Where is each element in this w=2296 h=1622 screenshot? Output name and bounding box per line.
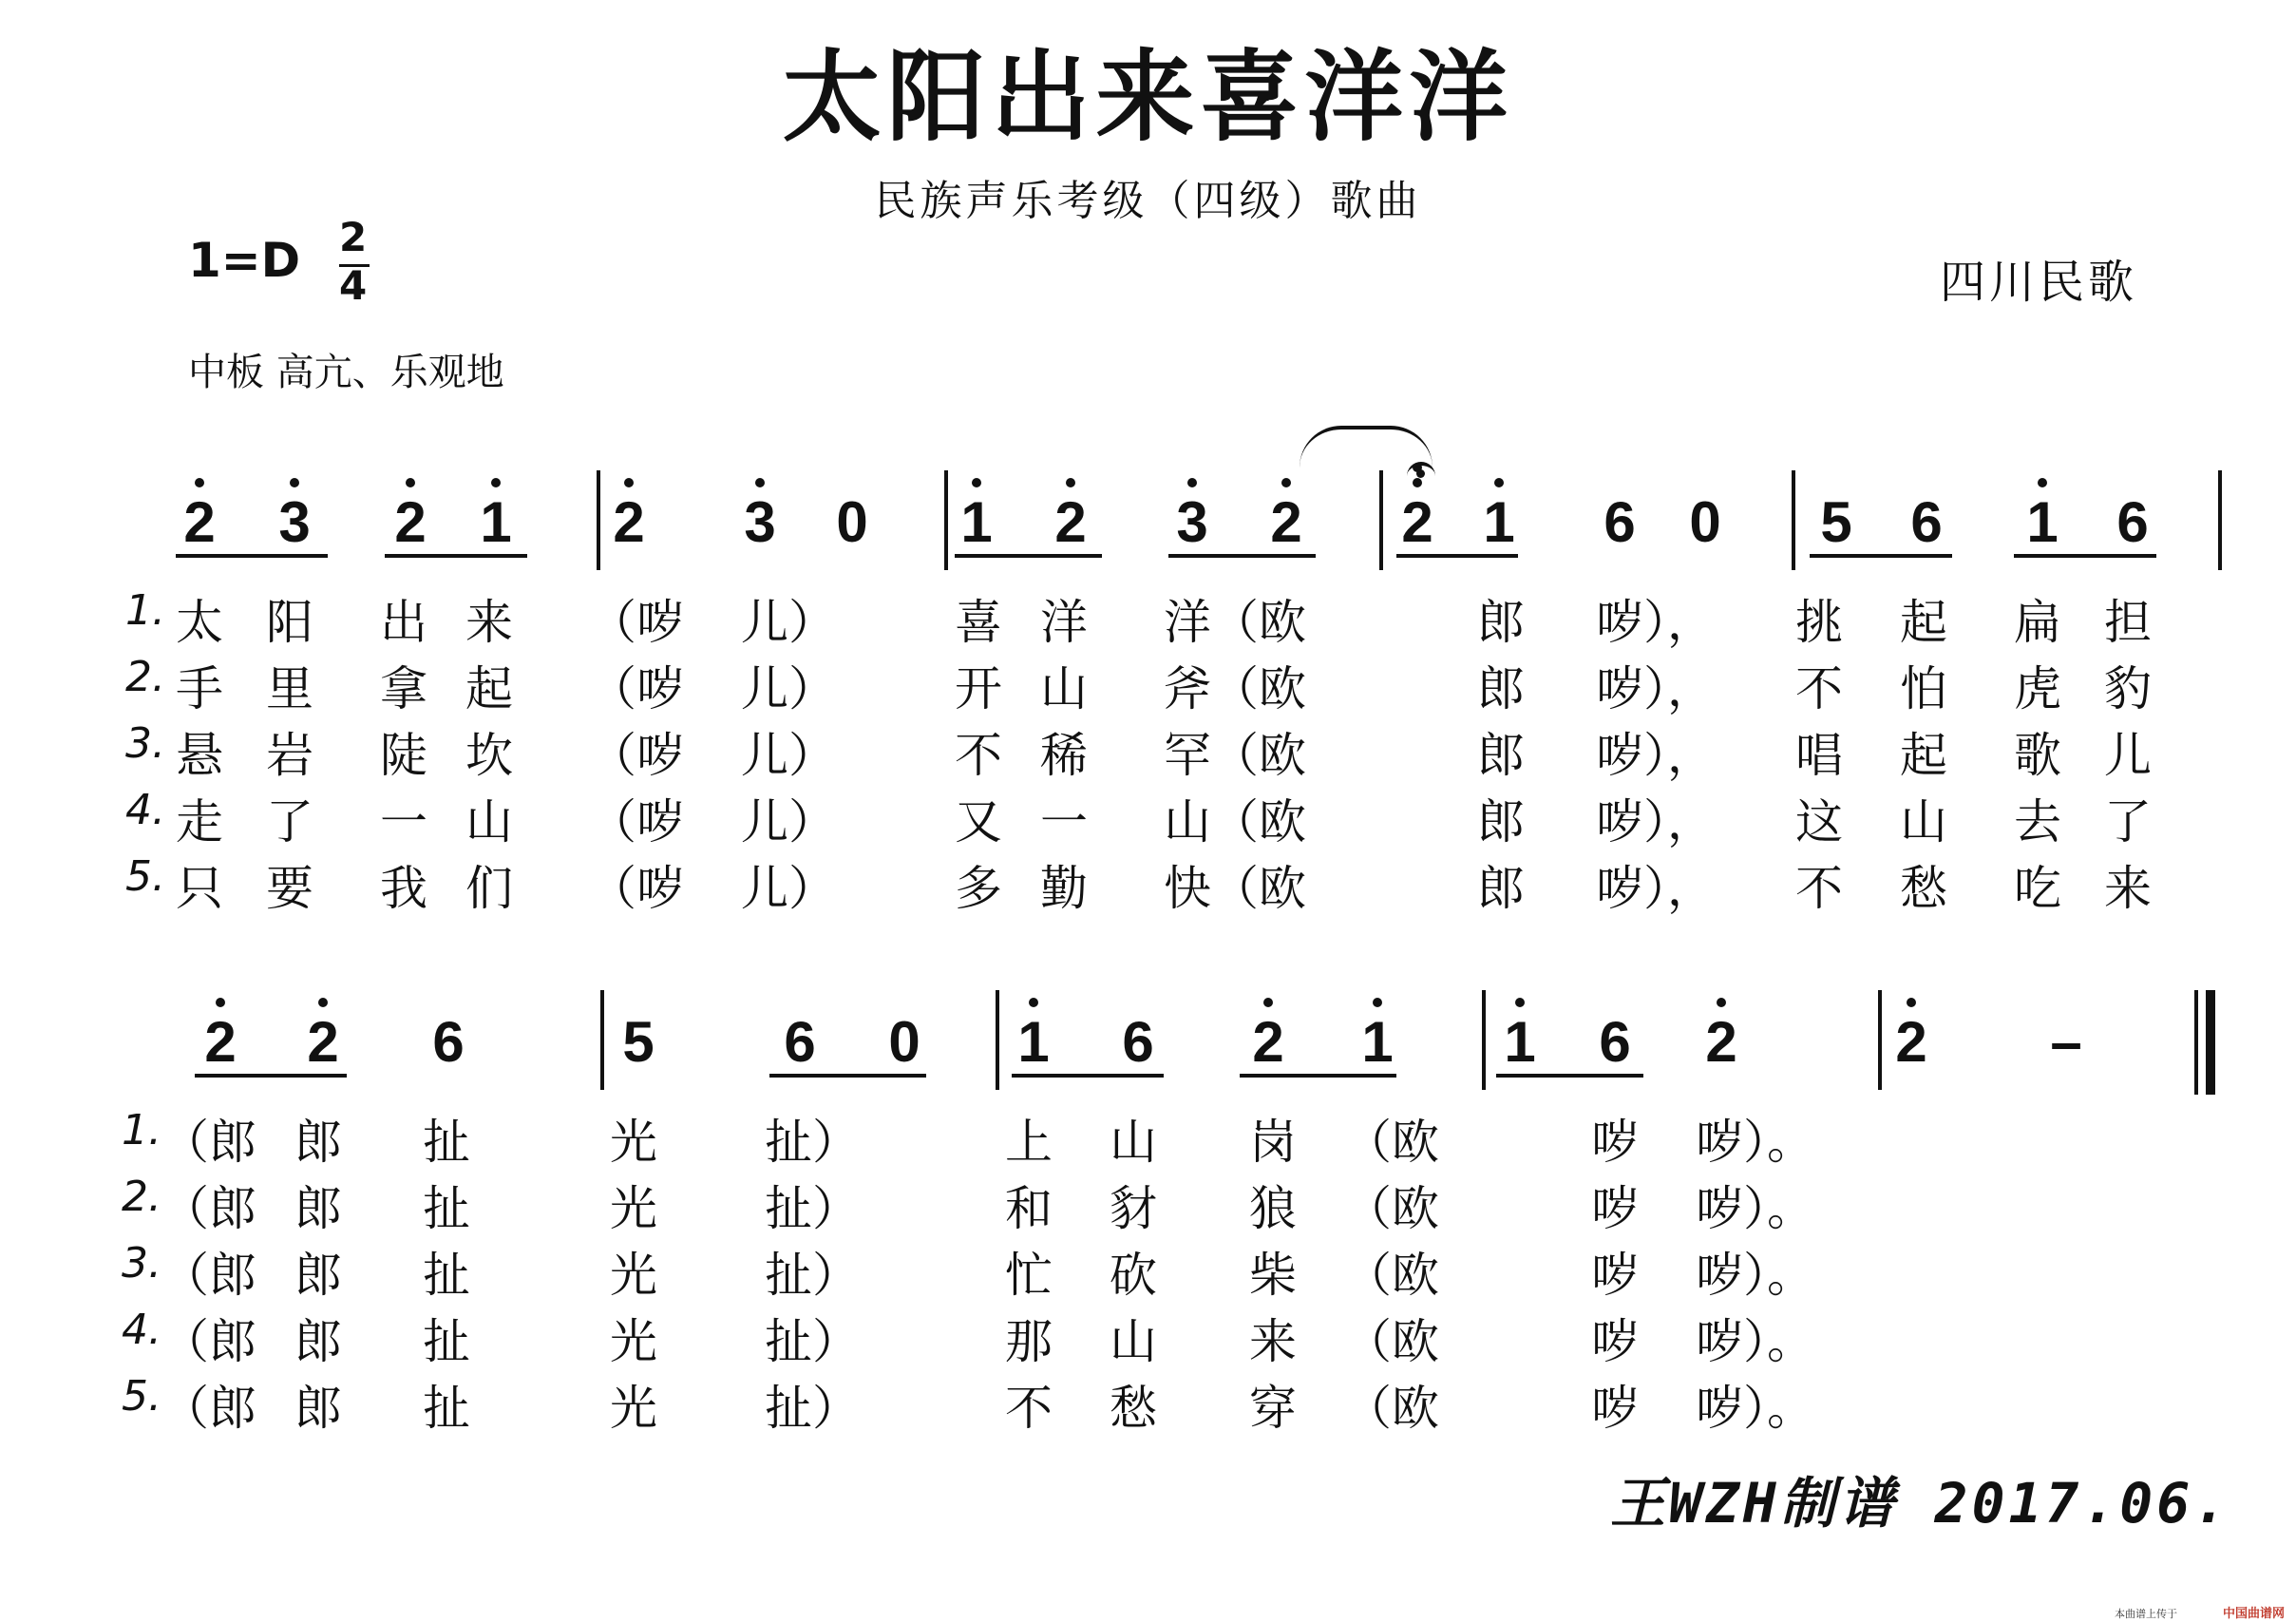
verse-number: 4.	[125, 786, 165, 834]
lyric-text: 扯	[423, 1248, 470, 1303]
verse-number: 2.	[122, 1173, 161, 1221]
lyric-text: 豺	[1110, 1181, 1157, 1236]
bar-line	[944, 470, 948, 570]
upload-note: 本曲谱上传于	[2115, 1608, 2177, 1620]
high-octave-dot	[1263, 998, 1273, 1007]
lyric-text: （郎	[161, 1248, 256, 1303]
bar-line	[1482, 990, 1486, 1090]
lyric-text: 里	[266, 661, 313, 716]
lyric-text: 愁	[1900, 861, 1947, 916]
eighth-note-underline	[176, 554, 328, 558]
lyric-text: 陡	[380, 728, 427, 783]
jianpu-note: 2	[183, 490, 216, 554]
lyric-text: 豹	[2104, 661, 2152, 716]
time-signature-top: 2	[339, 214, 368, 260]
jianpu-note: 1	[1483, 490, 1515, 554]
jianpu-note: 6	[1122, 1010, 1154, 1074]
lyric-text: 哕	[1591, 1381, 1639, 1436]
lyric-text: 郎	[1477, 661, 1525, 716]
jianpu-note: 6	[432, 1010, 465, 1074]
jianpu-note: –	[2050, 1010, 2082, 1074]
lyric-text: 光	[610, 1181, 657, 1236]
lyric-text: 哕	[1591, 1181, 1639, 1236]
lyric-text: 穿	[1249, 1381, 1297, 1436]
time-signature-bottom: 4	[339, 262, 368, 309]
lyric-text: 了	[266, 794, 313, 849]
jianpu-note: 2	[1401, 490, 1433, 554]
lyric-text: 扁	[2014, 595, 2061, 650]
lyric-text: 罕（欧	[1164, 728, 1306, 783]
lyric-text: 山（欧	[1164, 794, 1306, 849]
lyric-text: 扯）	[765, 1248, 860, 1303]
lyric-text: 来	[2104, 861, 2152, 916]
high-octave-dot	[406, 478, 415, 487]
lyric-text: 起	[1900, 595, 1947, 650]
lyric-text: 光	[610, 1115, 657, 1170]
lyric-text: 哕	[1591, 1314, 1639, 1369]
lyric-text: 虎	[2014, 661, 2061, 716]
high-octave-dot	[491, 478, 501, 487]
jianpu-note: 2	[1252, 1010, 1284, 1074]
bar-line	[597, 470, 600, 570]
lyric-text: 担	[2104, 595, 2152, 650]
bar-line	[600, 990, 604, 1090]
high-octave-dot	[290, 478, 299, 487]
high-octave-dot	[1494, 478, 1504, 487]
lyric-text: 起	[465, 661, 513, 716]
slur-mark	[1300, 426, 1433, 468]
lyric-text: 扯）	[765, 1181, 860, 1236]
high-octave-dot	[624, 478, 634, 487]
lyric-text: 挑	[1795, 595, 1843, 650]
high-octave-dot	[972, 478, 981, 487]
high-octave-dot	[195, 478, 204, 487]
lyric-text: 那	[1005, 1314, 1053, 1369]
lyric-text: 哕）。	[1696, 1115, 1814, 1170]
jianpu-note: 3	[278, 490, 311, 554]
lyric-text: 扯）	[765, 1314, 860, 1369]
jianpu-note: 2	[307, 1010, 339, 1074]
verse-number: 5.	[122, 1372, 161, 1421]
jianpu-note: 2	[1895, 1010, 1927, 1074]
high-octave-dot	[2038, 478, 2047, 487]
lyric-text: （哕	[589, 861, 684, 916]
lyric-text: （郎	[161, 1314, 256, 1369]
high-octave-dot	[1029, 998, 1038, 1007]
lyric-text: 山	[465, 794, 513, 849]
lyric-text: 吃	[2014, 861, 2061, 916]
jianpu-note: 0	[888, 1010, 920, 1074]
lyric-text: 扯	[423, 1181, 470, 1236]
lyric-text: 哕）。	[1696, 1248, 1814, 1303]
high-octave-dot	[1907, 998, 1916, 1007]
eighth-note-underline	[1396, 554, 1518, 558]
jianpu-note: 2	[1270, 490, 1302, 554]
verse-number: 4.	[122, 1306, 161, 1354]
lyric-text: 不	[1005, 1381, 1053, 1436]
eighth-note-underline	[385, 554, 527, 558]
lyric-text: 扯	[423, 1115, 470, 1170]
eighth-note-underline	[1012, 1074, 1164, 1078]
jianpu-note: 0	[836, 490, 868, 554]
site-logo: 中国曲谱网	[2223, 1607, 2286, 1621]
verse-number: 1.	[122, 1106, 161, 1154]
lyric-text: 哕）。	[1696, 1381, 1814, 1436]
lyric-text: 扯	[423, 1381, 470, 1436]
lyric-text: 唱	[1795, 728, 1843, 783]
fermata-dot	[1416, 469, 1425, 478]
high-octave-dot	[755, 478, 765, 487]
song-subtitle: 民族声乐考级（四级）歌曲	[874, 177, 1422, 225]
jianpu-note: 1	[2026, 490, 2059, 554]
lyric-text: 阳	[266, 595, 313, 650]
lyric-text: 多	[955, 861, 1002, 916]
lyric-text: （欧	[1344, 1181, 1439, 1236]
lyric-text: 怕	[1900, 661, 1947, 716]
lyric-text: （欧	[1344, 1381, 1439, 1436]
lyric-text: （郎	[161, 1115, 256, 1170]
lyric-text: 这	[1795, 794, 1843, 849]
lyric-text: 洋（欧	[1164, 595, 1306, 650]
final-barline-thick	[2206, 990, 2215, 1095]
high-octave-dot	[216, 998, 225, 1007]
bar-line	[1379, 470, 1383, 570]
lyric-text: 山	[1040, 661, 1088, 716]
verse-number: 5.	[125, 852, 165, 901]
lyric-text: 扯	[423, 1314, 470, 1369]
verse-number: 3.	[122, 1239, 161, 1288]
lyric-text: 儿）	[741, 661, 836, 716]
lyric-text: 郎	[1477, 728, 1525, 783]
lyric-text: 山	[1110, 1115, 1157, 1170]
lyric-text: 不	[1795, 661, 1843, 716]
lyric-text: 郎	[1477, 794, 1525, 849]
high-octave-dot	[1281, 478, 1291, 487]
bar-line	[1878, 990, 1882, 1090]
high-octave-dot	[1373, 998, 1382, 1007]
eighth-note-underline	[2014, 554, 2156, 558]
lyric-text: 了	[2104, 794, 2152, 849]
lyric-text: 哕），	[1596, 661, 1715, 716]
eighth-note-underline	[1240, 1074, 1396, 1078]
lyric-text: 上	[1005, 1115, 1053, 1170]
lyric-text: 悬	[176, 728, 223, 783]
song-title: 太阳出来喜洋洋	[782, 38, 1514, 155]
jianpu-note: 3	[1176, 490, 1208, 554]
lyric-text: 喜	[955, 595, 1002, 650]
lyric-text: （欧	[1344, 1115, 1439, 1170]
lyric-text: 来	[1249, 1314, 1297, 1369]
lyric-text: 哕）。	[1696, 1181, 1814, 1236]
jianpu-note: 2	[1705, 1010, 1737, 1074]
jianpu-note: 6	[2116, 490, 2149, 554]
lyric-text: 歌	[2014, 728, 2061, 783]
high-octave-dot	[1717, 998, 1726, 1007]
jianpu-note: 1	[1504, 1010, 1536, 1074]
eighth-note-underline	[955, 554, 1102, 558]
lyric-text: 山	[1110, 1314, 1157, 1369]
lyric-text: 忙	[1005, 1248, 1053, 1303]
lyric-text: （郎	[161, 1181, 256, 1236]
jianpu-note: 2	[613, 490, 645, 554]
lyric-text: 太	[176, 595, 223, 650]
jianpu-note: 1	[1017, 1010, 1050, 1074]
lyric-text: 儿）	[741, 595, 836, 650]
lyric-text: 开	[955, 661, 1002, 716]
lyric-text: 出	[380, 595, 427, 650]
lyric-text: 不	[1795, 861, 1843, 916]
bar-line	[1792, 470, 1795, 570]
lyric-text: 哕）。	[1696, 1314, 1814, 1369]
lyric-text: 山	[1900, 794, 1947, 849]
lyric-text: 去	[2014, 794, 2061, 849]
lyric-text: 儿	[2104, 728, 2152, 783]
bar-line	[996, 990, 999, 1090]
high-octave-dot	[1515, 998, 1525, 1007]
lyric-text: 又	[955, 794, 1002, 849]
lyric-text: 郎	[1477, 595, 1525, 650]
lyric-text: 要	[266, 861, 313, 916]
eighth-note-underline	[1496, 1074, 1643, 1078]
jianpu-note: 5	[1820, 490, 1852, 554]
lyric-text: 柴	[1249, 1248, 1297, 1303]
lyric-text: （欧	[1344, 1248, 1439, 1303]
jianpu-note: 2	[394, 490, 427, 554]
lyric-text: 光	[610, 1314, 657, 1369]
lyric-text: （哕	[589, 661, 684, 716]
lyric-text: 们	[465, 861, 513, 916]
lyric-text: 一	[380, 794, 427, 849]
lyric-text: （欧	[1344, 1314, 1439, 1369]
lyric-text: 起	[1900, 728, 1947, 783]
verse-number: 3.	[125, 719, 165, 768]
lyric-text: 稀	[1040, 728, 1088, 783]
lyric-text: 哕），	[1596, 794, 1715, 849]
jianpu-note: 6	[1599, 1010, 1631, 1074]
eighth-note-underline	[769, 1074, 926, 1078]
lyric-text: 洋	[1040, 595, 1088, 650]
lyric-text: （哕	[589, 595, 684, 650]
lyric-text: （哕	[589, 794, 684, 849]
lyric-text: 快（欧	[1164, 861, 1306, 916]
lyric-text: （哕	[589, 728, 684, 783]
lyric-text: 光	[610, 1381, 657, 1436]
lyric-text: 哕），	[1596, 728, 1715, 783]
lyric-text: 儿）	[741, 728, 836, 783]
transcriber-signature: 王WZH制谱 2017.06.	[1610, 1471, 2231, 1536]
lyric-text: 扯）	[765, 1115, 860, 1170]
lyric-text: 只	[176, 861, 223, 916]
lyric-text: 岩	[266, 728, 313, 783]
key-signature: 1=D	[188, 233, 301, 288]
jianpu-note: 6	[784, 1010, 816, 1074]
song-origin: 四川民歌	[1940, 256, 2138, 309]
lyric-text: 哕），	[1596, 595, 1715, 650]
lyric-text: 狼	[1249, 1181, 1297, 1236]
jianpu-note: 6	[1910, 490, 1943, 554]
lyric-text: 光	[610, 1248, 657, 1303]
lyric-text: 和	[1005, 1181, 1053, 1236]
lyric-text: 砍	[1110, 1248, 1157, 1303]
lyric-text: 来	[465, 595, 513, 650]
lyric-text: 坎	[465, 728, 513, 783]
final-barline-thin	[2194, 990, 2198, 1095]
eighth-note-underline	[1810, 554, 1952, 558]
lyric-text: 哕	[1591, 1248, 1639, 1303]
verse-number: 2.	[125, 653, 165, 701]
lyric-text: 郎	[294, 1181, 342, 1236]
lyric-text: 不	[955, 728, 1002, 783]
lyric-text: 扯）	[765, 1381, 860, 1436]
jianpu-note: 2	[204, 1010, 237, 1074]
eighth-note-underline	[195, 1074, 347, 1078]
lyric-text: 郎	[294, 1314, 342, 1369]
lyric-text: 儿）	[741, 794, 836, 849]
lyric-text: （郎	[161, 1381, 256, 1436]
lyric-text: 手	[176, 661, 223, 716]
jianpu-note: 1	[960, 490, 993, 554]
lyric-text: 哕	[1591, 1115, 1639, 1170]
eighth-note-underline	[1168, 554, 1316, 558]
high-octave-dot	[318, 998, 328, 1007]
jianpu-note: 5	[622, 1010, 655, 1074]
lyric-text: 儿）	[741, 861, 836, 916]
lyric-text: 拿	[380, 661, 427, 716]
lyric-text: 斧（欧	[1164, 661, 1306, 716]
lyric-text: 郎	[294, 1248, 342, 1303]
verse-number: 1.	[125, 586, 165, 635]
lyric-text: 一	[1040, 794, 1088, 849]
lyric-text: 勤	[1040, 861, 1088, 916]
lyric-text: 郎	[294, 1115, 342, 1170]
tempo-marking: 中板 高亢、乐观地	[188, 351, 504, 394]
jianpu-note: 3	[744, 490, 776, 554]
jianpu-note: 0	[1689, 490, 1721, 554]
high-octave-dot	[1187, 478, 1197, 487]
lyric-text: 郎	[1477, 861, 1525, 916]
high-octave-dot	[1066, 478, 1075, 487]
bar-line	[2218, 470, 2222, 570]
lyric-text: 郎	[294, 1381, 342, 1436]
jianpu-note: 1	[480, 490, 512, 554]
jianpu-note: 2	[1054, 490, 1087, 554]
lyric-text: 岗	[1249, 1115, 1297, 1170]
lyric-text: 哕），	[1596, 861, 1715, 916]
lyric-text: 我	[380, 861, 427, 916]
jianpu-note: 6	[1603, 490, 1636, 554]
lyric-text: 走	[176, 794, 223, 849]
lyric-text: 愁	[1110, 1381, 1157, 1436]
jianpu-note: 1	[1361, 1010, 1394, 1074]
